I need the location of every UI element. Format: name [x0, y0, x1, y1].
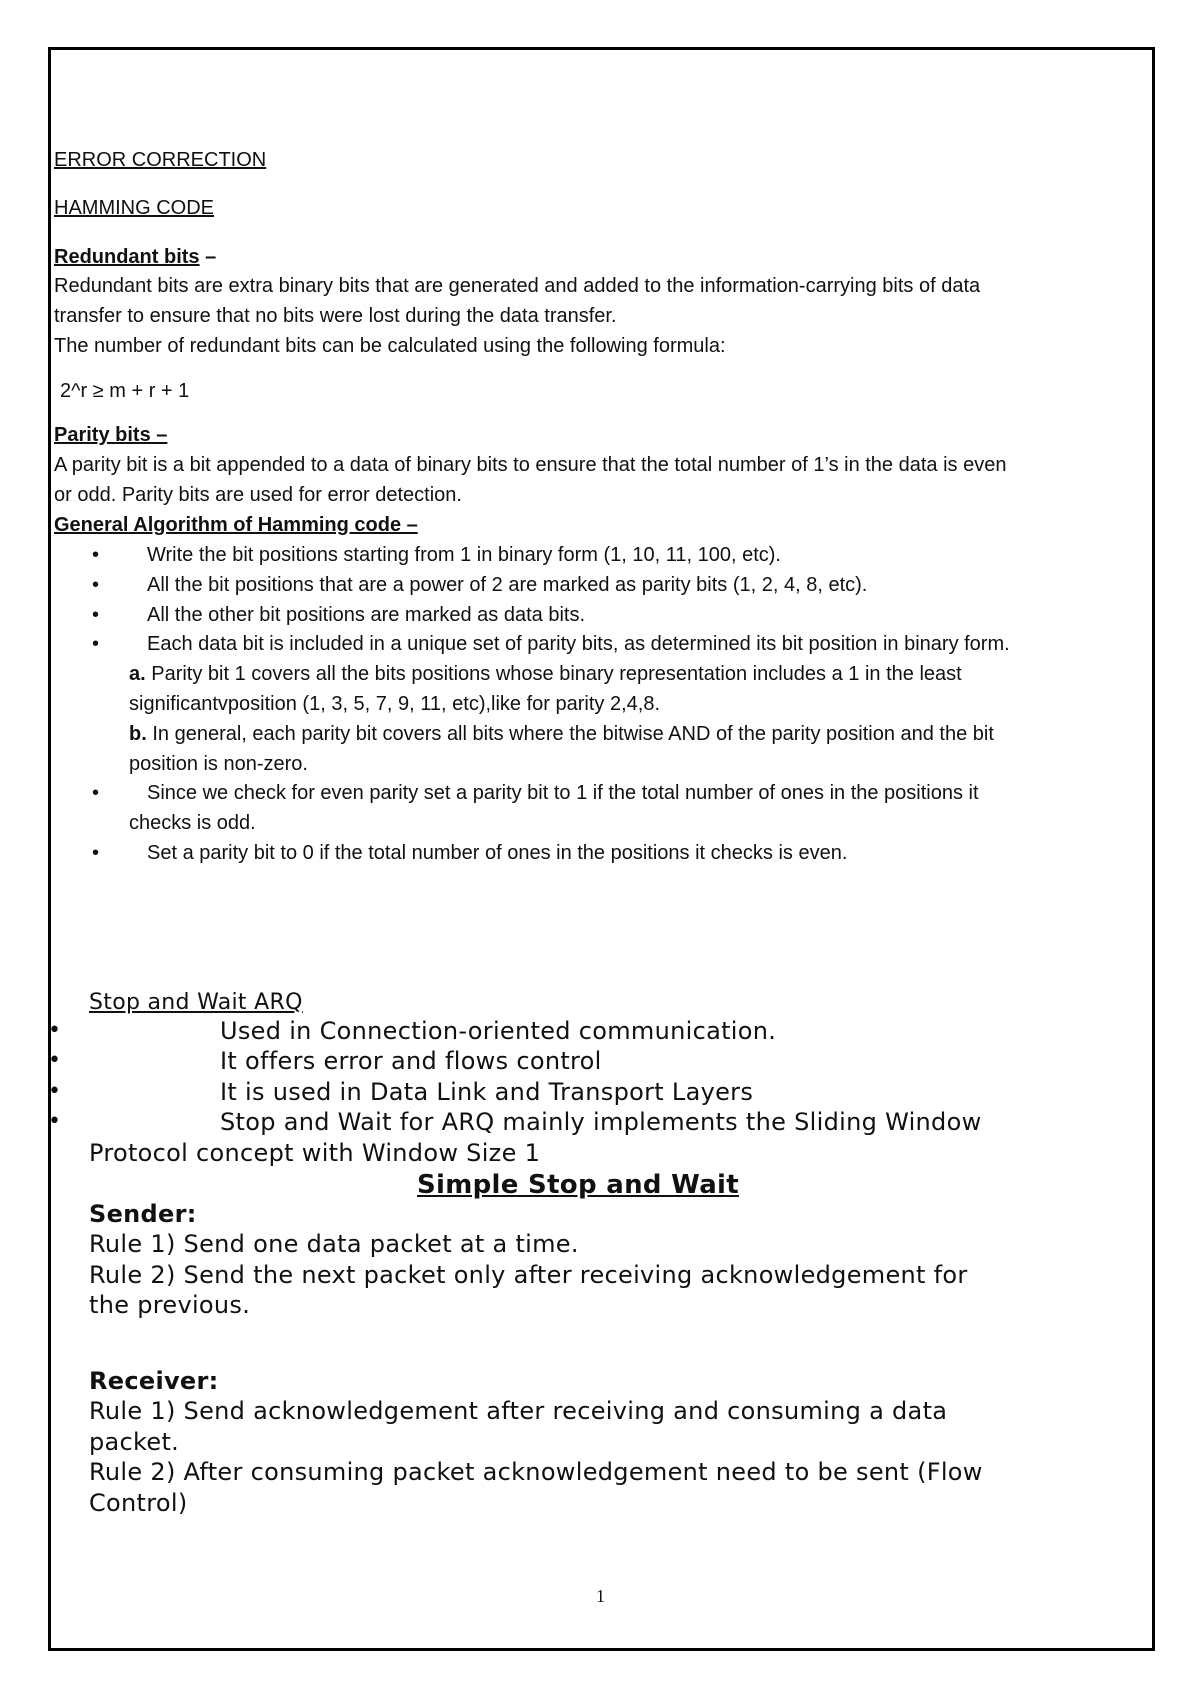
bullet-icon: • [48, 1048, 62, 1073]
arq-title: Stop and Wait ARQ [89, 990, 303, 1015]
receiver-label: Receiver: [89, 1367, 219, 1395]
receiver-rule-2-line2: Control) [89, 1489, 188, 1517]
redundant-bits-title: Redundant bits [54, 246, 200, 268]
sender-rule-2-line1: Rule 2) Send the next packet only after receiving acknowledgement for [89, 1261, 968, 1289]
sub-item-b-line1 [129, 720, 1129, 750]
arq-list-continuation: Protocol concept with Window Size 1 [89, 1139, 541, 1167]
bullet-icon: • [92, 633, 100, 655]
arq-list-text: Stop and Wait for ARQ mainly implements the Sliding Window [220, 1108, 982, 1136]
sub-item-a-text: Parity bit 1 covers all the bits positions whose binary representation includes a 1 in the least [145, 663, 962, 685]
redundant-bits-heading [54, 243, 216, 273]
parity-bits-heading: Parity bits – [54, 424, 168, 446]
arq-list-text: It offers error and flows control [220, 1047, 602, 1075]
heading-hamming-code: HAMMING CODE [54, 197, 214, 219]
algorithm-heading: General Algorithm of Hamming code – [54, 514, 418, 536]
arq-list-text: It is used in Data Link and Transport Layers [220, 1078, 754, 1106]
sub-item-b-line2: position is non-zero. [129, 753, 308, 775]
arq-list-text: Used in Connection-oriented communication. [220, 1017, 777, 1045]
sub-item-a-line2: significantvposition (1, 3, 5, 7, 9, 11, etc),like for parity 2,4,8. [129, 693, 661, 715]
sender-rule-2-line2: the previous. [89, 1291, 251, 1319]
algorithm-step-text: All the other bit positions are marked as data bits. [147, 604, 586, 626]
receiver-rule-1-line2: packet. [89, 1428, 180, 1456]
sender-rule-1: Rule 1) Send one data packet at a time. [89, 1230, 579, 1258]
heading-error-correction: ERROR CORRECTION [54, 149, 267, 171]
sender-label: Sender: [89, 1200, 197, 1228]
receiver-rule-1-line1: Rule 1) Send acknowledgement after receiving and consuming a data [89, 1397, 948, 1425]
sub-item-b-label: b. [129, 723, 147, 745]
bullet-icon: • [92, 604, 100, 626]
algorithm-step-text: All the bit positions that are a power of 2 are marked as parity bits (1, 2, 4, 8, etc). [147, 574, 868, 596]
bullet-icon: • [48, 1079, 62, 1104]
bullet-icon: • [92, 842, 100, 864]
algorithm-step-text: Each data bit is included in a unique set of parity bits, as determined its bit position in binary form. [147, 633, 1010, 655]
redundant-paragraph-line1: Redundant bits are extra binary bits that are generated and added to the information-carrying bits of data [54, 275, 981, 297]
sub-item-a-line1 [129, 660, 1129, 690]
redundant-paragraph-line3: The number of redundant bits can be calculated using the following formula: [54, 335, 726, 357]
redundancy-formula: 2^r ≥ m + r + 1 [60, 380, 190, 402]
bullet-icon: • [48, 1018, 62, 1043]
simple-stop-and-wait-heading: Simple Stop and Wait [417, 1170, 739, 1200]
redundant-paragraph-line2: transfer to ensure that no bits were lost during the data transfer. [54, 305, 617, 327]
bullet-icon: • [92, 782, 100, 804]
algorithm-step-text: Write the bit positions starting from 1 in binary form (1, 10, 11, 100, etc). [147, 544, 781, 566]
bullet-icon: • [48, 1109, 62, 1134]
algorithm-step-continuation: checks is odd. [129, 812, 256, 834]
redundant-bits-dash: – [199, 246, 217, 268]
sub-item-b-text: In general, each parity bit covers all bits where the bitwise AND of the parity position and the bit [146, 723, 994, 745]
page-number: 1 [596, 1586, 605, 1606]
receiver-rule-2-line1: Rule 2) After consuming packet acknowledgement need to be sent (Flow [89, 1458, 983, 1486]
parity-paragraph-line2: or odd. Parity bits are used for error detection. [54, 484, 462, 506]
sub-item-a-label: a. [129, 663, 146, 685]
algorithm-step-text: Since we check for even parity set a parity bit to 1 if the total number of ones in the positions it [147, 782, 979, 804]
parity-paragraph-line1: A parity bit is a bit appended to a data of binary bits to ensure that the total number of 1’s in the data is even [54, 454, 1007, 476]
bullet-icon: • [92, 544, 100, 566]
algorithm-step-text: Set a parity bit to 0 if the total number of ones in the positions it checks is even. [147, 842, 848, 864]
bullet-icon: • [92, 574, 100, 596]
